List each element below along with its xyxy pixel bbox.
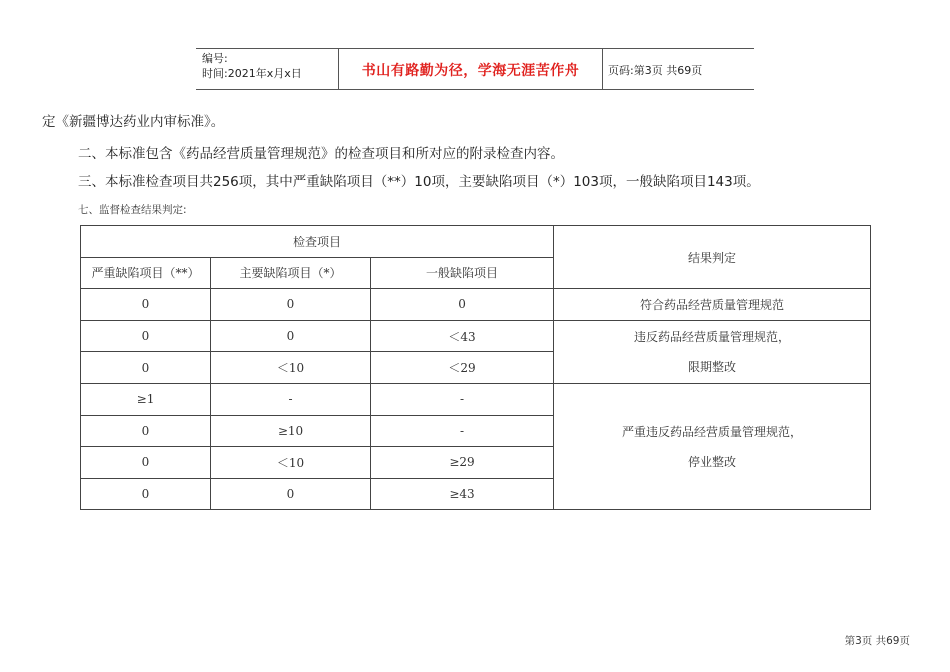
table-row: [81, 289, 871, 321]
table-row: [81, 320, 871, 352]
table-header-row: [81, 226, 871, 258]
header-motto: 书山有路勤为径，学海无涯苦作舟: [361, 63, 580, 79]
verdict-violate-line2: 限期整改: [688, 359, 737, 374]
verdict-conform: 符合药品经营质量管理规范: [554, 289, 871, 321]
cell-major: 0: [211, 478, 371, 510]
paragraph-scope: 二、本标准包含《药品经营质量管理规范》的检查项目和所对应的附录检查内容。: [78, 146, 564, 162]
verdict-violate: [554, 320, 871, 383]
cell-major: 0: [211, 289, 371, 321]
verdict-violate-line1: 违反药品经营质量管理规范，: [634, 329, 791, 344]
verdict-severe-line2: 停业整改: [688, 454, 737, 469]
cell-major: ≥10: [211, 415, 371, 447]
col-header-severe: 严重缺陷项目（**）: [81, 257, 211, 289]
header-number-label: 编号:: [202, 52, 228, 65]
header-time-label: 时间:2021年x月x日: [202, 67, 302, 80]
result-header-cell: 结果判定: [554, 226, 871, 289]
cell-general: -: [371, 415, 554, 447]
cell-severe: 0: [81, 320, 211, 352]
cell-general: ≥29: [371, 447, 554, 479]
cell-general: ＜43: [371, 320, 554, 352]
table-caption: 七、监督检查结果判定:: [78, 204, 187, 216]
cell-severe: 0: [81, 415, 211, 447]
cell-severe: 0: [81, 478, 211, 510]
cell-severe: 0: [81, 289, 211, 321]
cell-general: -: [371, 383, 554, 415]
cell-severe: 0: [81, 447, 211, 479]
cell-general: 0: [371, 289, 554, 321]
cell-severe: ≥1: [81, 383, 211, 415]
paragraph-item-counts: 三、本标准检查项目共256项，其中严重缺陷项目（**）10项，主要缺陷项目（*）103项，一般缺陷项目143项。: [78, 174, 760, 190]
cell-general: ＜29: [371, 352, 554, 384]
footer-page-label: 第3页 共69页: [844, 635, 910, 647]
cell-severe: 0: [81, 352, 211, 384]
cell-major: -: [211, 383, 371, 415]
cell-general: ≥43: [371, 478, 554, 510]
table-row: [81, 383, 871, 415]
header-divider: [602, 49, 603, 89]
col-header-major: 主要缺陷项目（*）: [211, 257, 371, 289]
cell-major: ＜10: [211, 447, 371, 479]
cell-major: 0: [211, 320, 371, 352]
header-page-label: 页码:第3页 共69页: [608, 64, 703, 77]
group-header-cell: 检查项目: [81, 226, 554, 258]
paragraph-standard-name: 定《新疆博达药业内审标准》。: [42, 114, 225, 130]
col-header-general: 一般缺陷项目: [371, 257, 554, 289]
result-judgement-table: [80, 225, 871, 510]
cell-major: ＜10: [211, 352, 371, 384]
page-header: [196, 48, 754, 90]
verdict-severe-line1: 严重违反药品经营质量管理规范，: [622, 424, 803, 439]
header-meta: [202, 51, 302, 81]
verdict-severe: [554, 383, 871, 509]
